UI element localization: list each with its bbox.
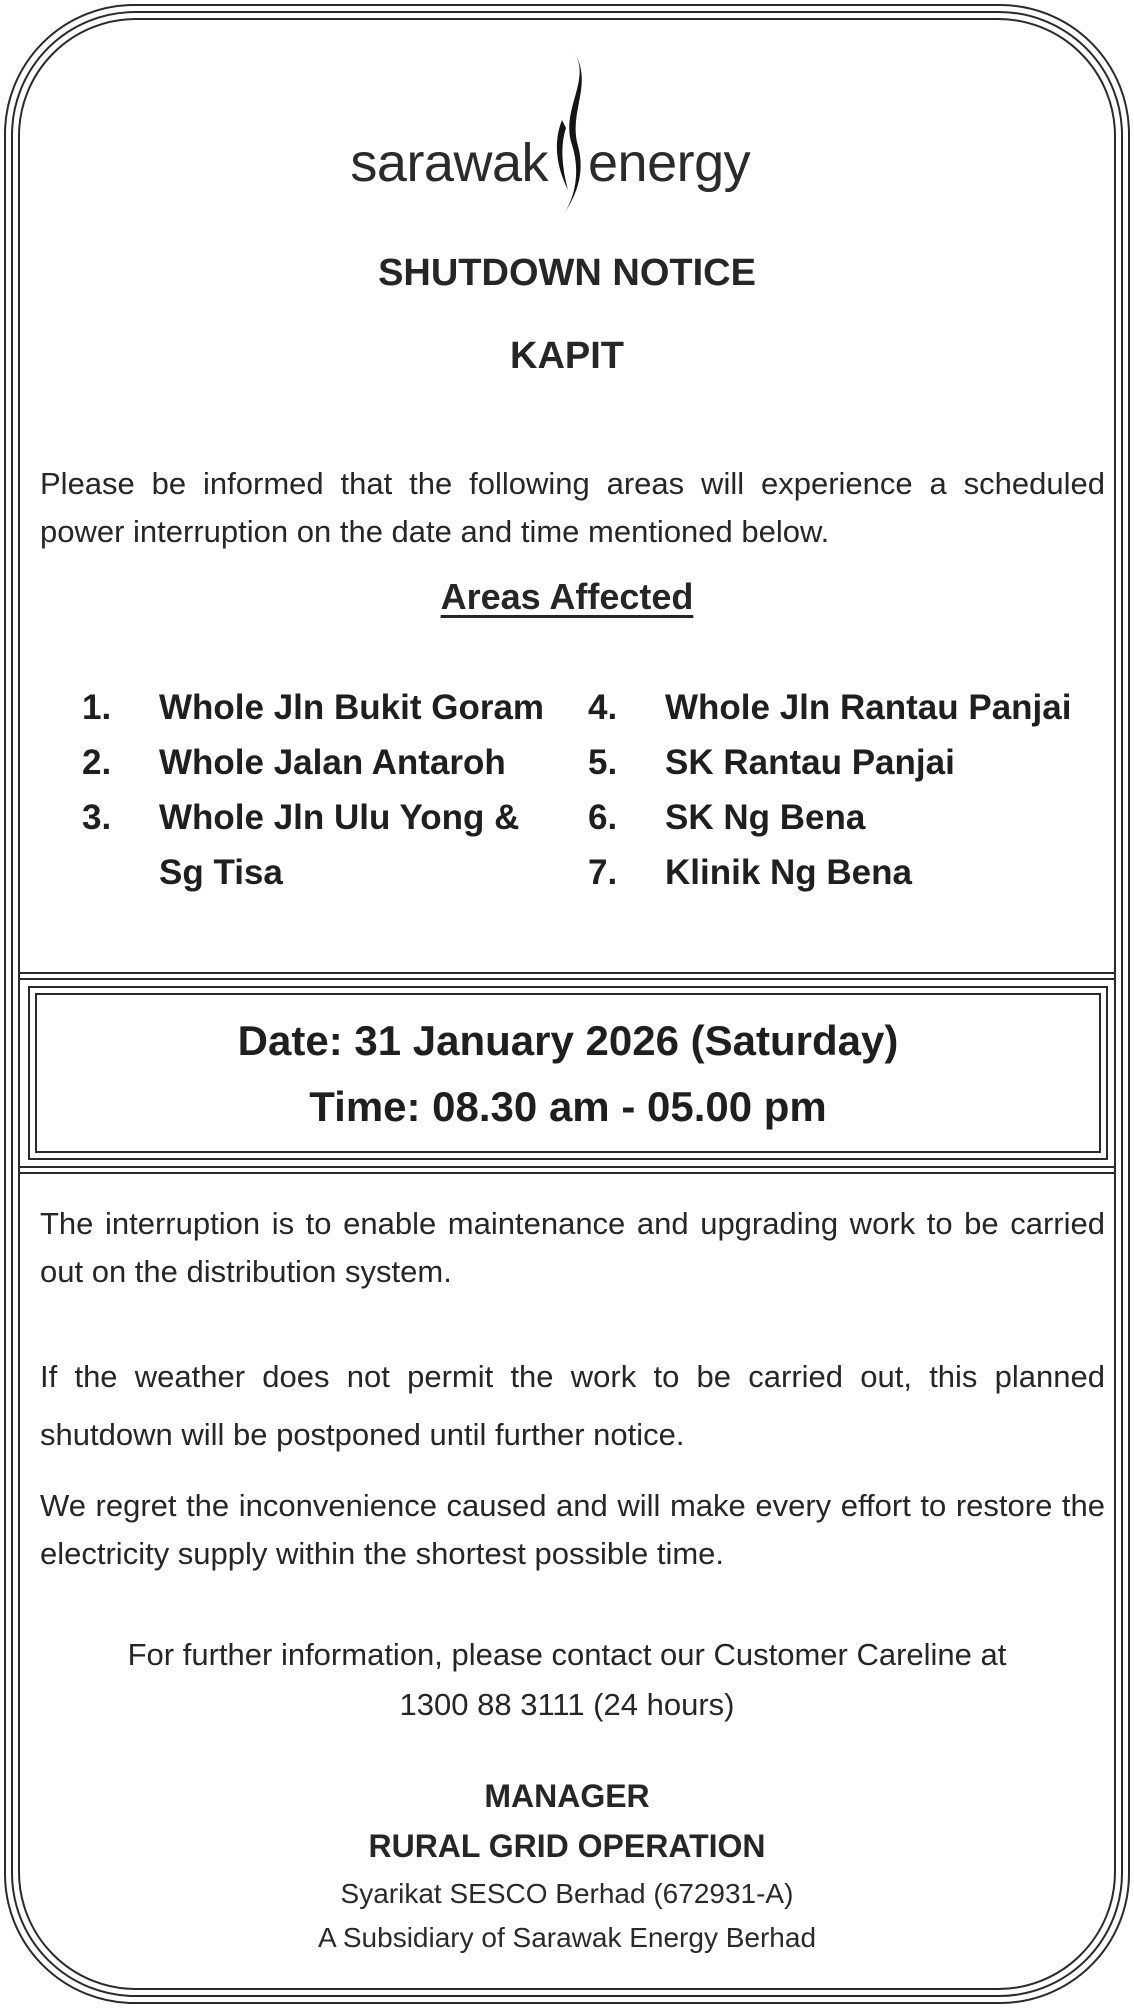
signature-parent: A Subsidiary of Sarawak Energy Berhad — [317, 1922, 817, 1953]
list-item-number: 7. — [588, 853, 618, 892]
list-item-text-continued: Sg Tisa — [159, 853, 283, 892]
careline-number: 1300 88 3111 (24 hours) — [399, 1687, 735, 1722]
weather-paragraph: If the weather does not permit the work to be carried out, this planned shutdown will be postponed until further notice. — [40, 1359, 1105, 1452]
intro-paragraph: Please be informed that the following areas will experience a scheduled power interruption on the date and time mentioned below. — [40, 466, 1105, 549]
maintenance-paragraph: The interruption is to enable maintenance and upgrading work to be carried out on the distribution system. — [40, 1206, 1105, 1289]
sarawak-energy-logo — [0, 50, 1134, 220]
list-item-number: 5. — [588, 743, 618, 782]
list-item-text: Klinik Ng Bena — [665, 853, 912, 892]
list-item-number: 4. — [588, 688, 618, 727]
list-item-number: 1. — [82, 688, 112, 727]
list-item-number: 6. — [588, 798, 618, 837]
divider-top-inner — [20, 978, 1116, 980]
list-item-number: 3. — [82, 798, 112, 837]
notice-location: KAPIT — [510, 335, 624, 377]
list-item-text: SK Rantau Panjai — [665, 743, 955, 782]
divider-bottom-inner — [20, 1166, 1116, 1168]
schedule-box-inner — [35, 993, 1101, 1153]
contact-info — [0, 1630, 1134, 1730]
schedule-box — [28, 986, 1108, 1160]
areas-heading: Areas Affected — [440, 576, 694, 617]
divider-top — [20, 972, 1116, 974]
notice-title: SHUTDOWN NOTICE — [378, 252, 756, 294]
signature-company: Syarikat SESCO Berhad (672931-A) — [340, 1878, 794, 1909]
list-item-text: Whole Jln Rantau Panjai — [665, 688, 1072, 727]
logo-word-energy: energy — [588, 133, 751, 193]
apology-paragraph: We regret the inconvenience caused and will make every effort to restore the electricity supply within the shortest possible time. — [40, 1488, 1105, 1571]
list-item-text: Whole Jalan Antaroh — [159, 743, 506, 782]
contact-line: For further information, please contact our Customer Careline at — [127, 1637, 1007, 1672]
list-item-text: Whole Jln Ulu Yong & — [159, 798, 520, 837]
list-item-text: Whole Jln Bukit Goram — [159, 688, 545, 727]
signature-department: RURAL GRID OPERATION — [368, 1828, 766, 1864]
divider-bottom — [20, 1172, 1116, 1174]
list-item-text: SK Ng Bena — [665, 798, 866, 837]
logo-word-sarawak: sarawak — [350, 133, 548, 193]
schedule-time: Time: 08.30 am - 05.00 pm — [309, 1083, 827, 1130]
schedule-date: Date: 31 January 2026 (Saturday) — [237, 1017, 899, 1064]
signature-role: MANAGER — [484, 1778, 650, 1814]
list-item-number: 2. — [82, 743, 112, 782]
